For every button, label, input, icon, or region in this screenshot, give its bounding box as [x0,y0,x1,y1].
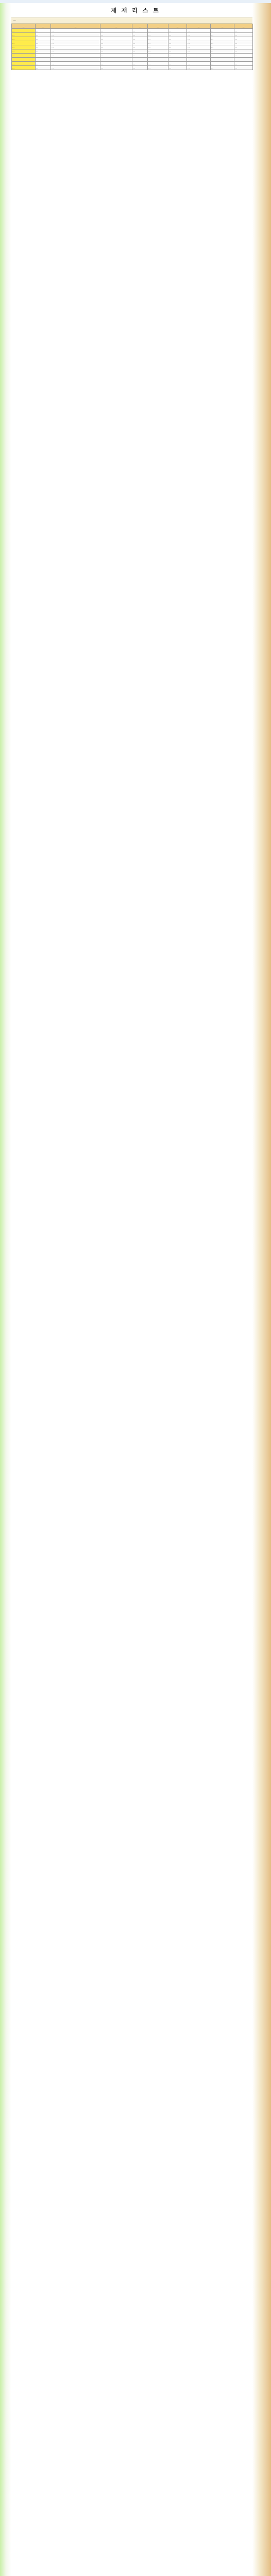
table-cell[interactable]: … [148,58,168,62]
table-cell[interactable]: … [187,66,211,70]
table-cell[interactable]: … [148,66,168,70]
table-cell[interactable]: … [148,49,168,54]
table-cell[interactable]: … [51,29,100,33]
table-cell[interactable]: … [51,54,100,58]
table-cell[interactable]: … [168,33,187,37]
table-cell[interactable]: … [168,49,187,54]
table-cell[interactable]: … [187,37,211,41]
table-cell[interactable]: … [211,41,234,45]
table-cell[interactable]: … [234,37,253,41]
table-cell[interactable]: … [51,33,100,37]
table-cell[interactable]: … [132,37,148,41]
table-cell[interactable]: … [211,45,234,49]
table-cell[interactable]: … [100,37,132,41]
column-header[interactable]: … [148,24,168,29]
table-row [12,49,253,54]
table-cell[interactable]: … [36,33,51,37]
table-cell[interactable]: … [36,58,51,62]
product-code-cell[interactable]: … [12,58,36,62]
table-cell[interactable]: … [100,66,132,70]
table-cell[interactable]: … [100,54,132,58]
product-code-cell[interactable]: … [12,66,36,70]
table-cell[interactable]: … [187,58,211,62]
table-cell[interactable]: … [36,49,51,54]
table-cell[interactable]: … [234,54,253,58]
table-cell[interactable]: … [211,33,234,37]
table-cell[interactable]: … [100,49,132,54]
table-cell[interactable]: … [148,62,168,66]
table-cell[interactable]: … [148,45,168,49]
product-code-cell[interactable]: … [12,37,36,41]
product-code-cell[interactable]: … [12,45,36,49]
table-cell[interactable]: … [187,45,211,49]
column-header[interactable]: … [100,24,132,29]
table-cell[interactable]: … [36,29,51,33]
table-cell[interactable]: … [187,54,211,58]
table-row [12,41,253,45]
table-cell[interactable]: … [100,62,132,66]
table-cell[interactable]: … [234,41,253,45]
product-code-cell[interactable]: … [12,33,36,37]
table-cell[interactable]: … [132,66,148,70]
table-cell[interactable]: … [187,29,211,33]
table-cell[interactable]: … [168,58,187,62]
table-row [12,37,253,41]
table-cell[interactable]: … [211,49,234,54]
product-code-cell[interactable]: … [12,29,36,33]
table-cell[interactable]: … [211,37,234,41]
column-header[interactable]: … [132,24,148,29]
table-cell[interactable]: … [168,29,187,33]
table-cell[interactable]: … [168,66,187,70]
table-cell[interactable]: … [211,58,234,62]
table-cell[interactable]: … [132,45,148,49]
table-cell[interactable]: … [211,66,234,70]
table-cell[interactable]: … [187,41,211,45]
table-cell[interactable]: … [168,41,187,45]
table-cell[interactable]: … [148,41,168,45]
table-cell[interactable]: … [36,41,51,45]
table-cell[interactable]: … [148,37,168,41]
table-row [12,58,253,62]
table-row [12,33,253,37]
table-cell[interactable]: … [51,66,100,70]
table-cell[interactable]: … [36,45,51,49]
column-header[interactable]: … [187,24,211,29]
table-cell[interactable]: … [234,66,253,70]
table-cell[interactable]: … [234,62,253,66]
table-cell[interactable]: … [36,37,51,41]
table-cell[interactable]: … [211,54,234,58]
table-cell[interactable]: … [187,49,211,54]
subtitle: … [13,19,16,22]
product-code-cell[interactable]: … [12,62,36,66]
table-row [12,54,253,58]
table-cell[interactable]: … [148,29,168,33]
table-cell[interactable]: … [168,37,187,41]
table-cell[interactable]: … [132,49,148,54]
product-code-cell[interactable]: … [12,41,36,45]
page-title: 재 재 리 스 트 [111,7,160,14]
table-cell[interactable]: … [211,62,234,66]
inventory-table [11,24,253,70]
table-row [12,66,253,70]
product-code-cell[interactable]: … [12,54,36,58]
table-cell[interactable]: … [51,62,100,66]
table-cell[interactable]: … [100,58,132,62]
table-cell[interactable]: … [36,54,51,58]
table-cell[interactable]: … [100,41,132,45]
table-cell[interactable]: … [211,29,234,33]
table-cell[interactable]: … [168,62,187,66]
column-header[interactable]: … [234,24,253,29]
column-header[interactable]: … [211,24,234,29]
table-cell[interactable]: … [100,45,132,49]
product-code-cell[interactable]: … [12,49,36,54]
table-cell[interactable]: … [132,54,148,58]
table-cell[interactable]: … [148,33,168,37]
table-cell[interactable]: … [234,45,253,49]
subtitle-bar [11,18,252,24]
table-cell[interactable]: … [187,33,211,37]
table-cell[interactable]: … [132,41,148,45]
table-cell[interactable]: … [234,33,253,37]
table-header-row [12,24,253,29]
table-cell[interactable]: … [51,58,100,62]
table-cell[interactable]: … [132,33,148,37]
column-header[interactable]: … [168,24,187,29]
table-cell[interactable]: … [132,58,148,62]
table-cell[interactable]: … [100,33,132,37]
table-cell[interactable]: … [51,49,100,54]
table-cell[interactable]: … [51,37,100,41]
table-cell[interactable]: … [132,62,148,66]
column-header[interactable]: … [51,24,100,29]
table-cell[interactable]: … [168,45,187,49]
table-cell[interactable]: … [36,66,51,70]
table-body [12,29,253,70]
table-cell[interactable]: … [51,41,100,45]
table-cell[interactable]: … [234,29,253,33]
table-row [12,62,253,66]
table-cell[interactable]: … [148,54,168,58]
column-header[interactable]: … [36,24,51,29]
table-cell[interactable]: … [36,62,51,66]
table-cell[interactable]: … [234,58,253,62]
top-strip [0,0,271,3]
table-row [12,29,253,33]
column-header[interactable]: … [12,24,36,29]
table-cell[interactable]: … [132,29,148,33]
table-row [12,45,253,49]
table-cell[interactable]: … [100,29,132,33]
table-cell[interactable]: … [234,49,253,54]
table-cell[interactable]: … [51,45,100,49]
table-cell[interactable]: … [168,54,187,58]
table-cell[interactable]: … [187,62,211,66]
